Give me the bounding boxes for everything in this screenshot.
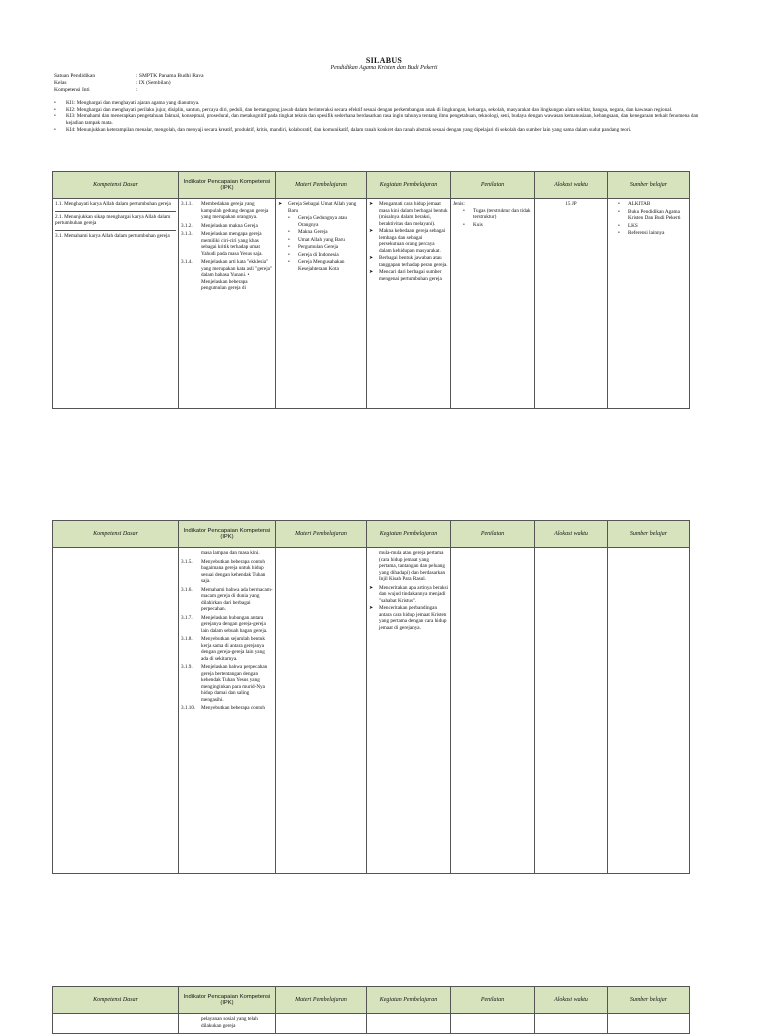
ki-item [54,113,716,126]
ipk-text: Menyebutkan sejumlah bentuk kerja sama di antara gerejanya dengan gereja-gereja lain yang ada di sekitarnya. [201,636,265,662]
penilaian-item [463,222,532,229]
header-sumber: Sumber belajar [608,987,690,1014]
materi-text: Gereja Mengusahakan Kesejahteraan Kota [298,259,345,272]
alokasi-cell [535,548,608,874]
kd-item: 2.1. Menunjukkan sikap menghargai karya Allah dalam pertumbuhan gereja [55,214,176,231]
materi-item [278,229,364,236]
penilaian-jenis: Jenis: [453,201,465,207]
header-kegiatan: Kegiatan Pembelajaran [367,987,451,1014]
kd-cell [53,199,179,409]
ipk-item [181,259,273,292]
penilaian-text: Kuis [473,221,483,228]
materi-cell [276,548,367,874]
ipk-number: 3.1.4. [181,259,193,265]
table-header-row [53,521,690,548]
table-row [53,548,690,874]
sumber-text: LKS [628,222,638,229]
kegiatan-item [369,201,448,227]
header-kd: Kompetensi Dasar [53,521,179,548]
header-penilaian: Penilaian [451,987,535,1014]
ipk-cell [179,199,276,409]
ipk-text: Menjelaskan arti kata "ekklesia" yang merupakan kata asli "gereja" dalam bahasa Yunani. • Menjelaskan beberapa pengumulan gereja di [201,259,273,291]
ki-text: KI2: Menghargai dan menghayati perilaku jujur, disiplin, santun, percaya diri, peduli, dan bertanggung jawab dalam berinteraksi secara efektif sesuai dengan perkembangan anak di lingkungan, keluarga, sekolah, masyarakat dan lingkungan alam sekitar, bangsa, negara, dan kawasan regional. [66,106,673,113]
header-sumber: Sumber belajar [608,521,690,548]
identity-block [54,73,204,94]
ki-text: KI4: Menunjukkan keterampilan menalar, mengolah, dan menyaji secara kreatif, produktif, kritis, mandiri, kolaboratif, dan komunikatif, dalam ranah konkret dan ranah abstrak sesuai dengan yang dipelajari di sekolah dan sumber lain yang sama dalam sudut pandang teori. [66,126,632,133]
bullet-icon: • [618,208,620,215]
ipk-number: 3.1.3. [181,231,193,237]
meta-row [54,87,204,94]
ipk-text: Menjelaskan bahwa perpecahan gereja bertentangan dengan kehendak Tuhan Yesus yang menginginkan para murid-Nya hidup damai dan saling mengasihi. [201,664,268,703]
bullet-icon: • [463,221,465,228]
ipk-text: Memahami bahwa ada bermacam-macam gereja di dunia yang dilahirkan dari berbagai perpecahan. [201,586,273,612]
ipk-number: 3.1.5. [181,558,193,565]
header-kegiatan: Kegiatan Pembelajaran [367,521,451,548]
kd-item: 3.1. Memahami karya Allah dalam pertumbuhan gereja [55,232,170,239]
ipk-number: 3.1.7. [181,614,193,621]
ipk-continued-text: pelayanan sosial yang telah dilakukan gereja [201,1016,258,1029]
meta-key: Satuan Pendidikan [54,73,96,79]
materi-item [278,244,364,251]
meta-key: Kelas [54,80,67,86]
arrow-icon: ➤ [369,255,374,261]
kegiatan-list [369,201,448,282]
materi-text: Gereja Gedungnya atau Orangnya [298,215,347,228]
ipk-item [181,636,273,662]
bullet-icon: • [618,201,620,207]
kompetensi-inti-list [54,100,716,134]
bullet-icon: • [54,100,56,106]
header-penilaian: Penilaian [451,172,535,199]
kegiatan-item [369,605,448,631]
sumber-text: ALKITAB [628,201,651,207]
header-materi: Materi Pembelajaran [276,521,367,548]
meta-value: : SMPTK Panama Budhi Rava [136,73,204,79]
meta-key: Kompetensi Inti [54,87,90,93]
kegiatan-text: Mengamati cara hidup jemaat masa kini dalam berbagai bentuk (misalnya dalam beraksi, beraktivitas dan melayani). [379,201,448,227]
bullet-icon: • [618,222,620,229]
ipk-number: 3.1.10. [181,705,196,711]
bullet-icon: • [54,113,56,120]
header-ipk: Indikator Pencapaian Kompetensi (IPK) [179,987,276,1014]
sumber-cell [608,199,690,409]
bullet-icon: • [288,259,290,265]
bullet-icon: • [288,229,290,235]
ipk-item [181,664,273,703]
header-kd: Kompetensi Dasar [53,172,179,199]
ipk-item [181,587,273,613]
ipk-text: Menjelaskan makna Gereja [201,222,258,229]
header-alokasi: Alokasi waktu [535,521,608,548]
arrow-icon: ➤ [369,201,374,207]
header-alokasi: Alokasi waktu [535,987,608,1014]
ipk-text: Menyebutkan beberapa contoh bagaimana gereja untuk hidup sesuai dengan kehendak Tuhan saja. [201,558,266,584]
ipk-text: Menjelaskan mengapa gereja memiliki ciri-ciri yang khas sebagai kritik terhadap umat Yahudi pada masa Yesus saja. [201,231,263,257]
meta-row [54,80,204,87]
ipk-number: 3.1.6. [181,586,193,593]
ipk-item [181,201,273,221]
sumber-item [618,230,687,237]
kegiatan-text: Menceritakan perbandingan antara cara hidup jemaat Kristen yang pertama dengan cara hidup jemaat di gerejanya. [379,605,447,631]
bullet-icon: • [618,230,620,236]
arrow-icon: ➤ [369,228,374,234]
materi-item [278,252,364,259]
bullet-icon: • [54,126,56,133]
bullet-icon: • [288,236,290,243]
penilaian-text: Tugas (terstruktur dan tidak terstruktur) [473,207,531,220]
kegiatan-text: Mencari dari berbagai sumber mengenai pertumbuhan gereja [379,269,442,282]
ipk-item [181,615,273,635]
ipk-item [181,705,273,712]
meta-row [54,73,204,80]
bullet-icon: • [288,244,290,250]
bullet-icon: • [288,215,290,221]
syllabus-table-2 [52,520,690,874]
sumber-list [610,201,687,237]
kegiatan-continued-text: mula-mula atau gereja pertama (cara hidup jemaat yang pertama, tantangan dan peluang yang dihadapi) dan berdasarkan Injil Kisah Para Rasul. [379,550,446,582]
materi-item [278,201,364,214]
ipk-number: 3.1.1. [181,201,193,207]
header-kegiatan: Kegiatan Pembelajaran [367,172,451,199]
kegiatan-text: Menceritakan apa artinya beraksi dan wujud tindakannya menjadi "sahabat Kristus". [379,584,448,604]
materi-cell [276,199,367,409]
bullet-icon: • [288,251,290,258]
table-row [53,199,690,409]
kegiatan-item [369,255,448,268]
syllabus-table-3 [52,986,690,1034]
kegiatan-text: Berbagai bentuk jawaban atau tanggapan terhadap peran gereja. [379,255,448,268]
arrow-icon: ➤ [369,584,374,591]
materi-text: Gereja Sebagai Umat Allah yang Baru [288,201,357,214]
header-materi: Materi Pembelajaran [276,987,367,1014]
materi-text: Gereja di Indonesia [298,251,339,258]
alokasi-value: 15 JP [565,201,577,207]
syllabus-table-1 [52,171,690,409]
table-header-row [53,987,690,1014]
materi-text: Makna Gereja [298,229,328,235]
sumber-item [618,201,687,208]
materi-text: Umat Allah yang Baru [298,236,345,243]
ki-item [54,127,716,134]
arrow-icon: ➤ [369,269,374,275]
bullet-icon: • [54,106,56,113]
bullet-icon: • [463,207,465,214]
header-alokasi: Alokasi waktu [535,172,608,199]
sumber-item [618,209,687,222]
sumber-text: Buku Pendidikan Agama Kristen Dan Budi Pekerti [628,208,681,221]
penilaian-item [463,208,532,221]
materi-list [278,201,364,272]
kegiatan-item [369,269,448,282]
ipk-number: 3.1.9. [181,664,193,670]
ki-text: KI1: Menghargai dan menghayati ajaran agama yang dianutnya. [66,100,200,106]
kegiatan-cell [367,548,451,874]
document-subtitle: Pendidikan Agama Kristen dan Budi Pekerti [330,65,438,71]
sumber-cell [608,548,690,874]
header-ipk: Indikator Pencapaian Kompetensi (IPK) [179,521,276,548]
header-sumber: Sumber belajar [608,172,690,199]
kd-item: 1.1. Menghayati karya Allah dalam pertumbuhan gereja [55,201,176,212]
ki-item [54,100,716,107]
materi-item [278,259,364,272]
ipk-item [181,231,273,257]
materi-text: Pergumulan Gereja [298,244,339,250]
ipk-cell [179,548,276,874]
header-materi: Materi Pembelajaran [276,172,367,199]
ki-text: KI3: Memahami dan menerapkan pengetahuan faktual, konseptual, prosedural, dan metakognitif pada tingkat teknis dan spesifik sederhana berdasarkan rasa ingin tahunya tentang ilmu pengetahuan, teknologi, seni, budaya dengan wawasan kemanusiaan, kebangsaan, dan kenegaraan terkait fenomena dan kejadian tampak mata. [66,113,699,127]
header-ipk: Indikator Pencapaian Kompetensi (IPK) [179,172,276,199]
ipk-number: 3.1.8. [181,636,193,642]
kegiatan-cell [367,199,451,409]
penilaian-list [453,208,532,229]
kd-cell [53,548,179,874]
kegiatan-item [369,228,448,254]
document-title: SILABUS [365,56,403,65]
ipk-text: Membedakan gereja yang kampulah gedung dengan gereja yang merupakan orangnya. [201,201,269,220]
arrow-icon: ➤ [369,605,374,611]
penilaian-cell [451,548,535,874]
meta-value: : [136,87,138,93]
materi-item [278,237,364,244]
arrow-icon: ➤ [278,201,283,207]
meta-value: : IX (Sembilan) [136,80,171,86]
ipk-text: Menjelaskan hubungan antara gerejanya dengan gereja-gereja lain dalam sebuah bagan gereja. [201,614,268,634]
sumber-item [618,223,687,230]
kegiatan-list [369,585,448,632]
penilaian-cell [451,199,535,409]
ipk-item [181,223,273,230]
ipk-continued-text: masa lampau dan masa kini. [201,550,260,556]
ipk-number: 3.1.2. [181,222,193,229]
sumber-text: Referensi lainnya [628,230,665,236]
alokasi-cell [535,199,608,409]
header-kd: Kompetensi Dasar [53,987,179,1014]
kegiatan-item [369,585,448,605]
materi-item [278,215,364,228]
table-header-row [53,172,690,199]
kegiatan-text: Makna kebedaan gereja sebagai lembaga dan sebagai persekutuan orang percaya dalam kehidupan masyarakat. [379,228,446,254]
ipk-item [181,559,273,585]
header-penilaian: Penilaian [451,521,535,548]
ipk-text: Menyebutkan beberapa contoh [201,705,265,711]
